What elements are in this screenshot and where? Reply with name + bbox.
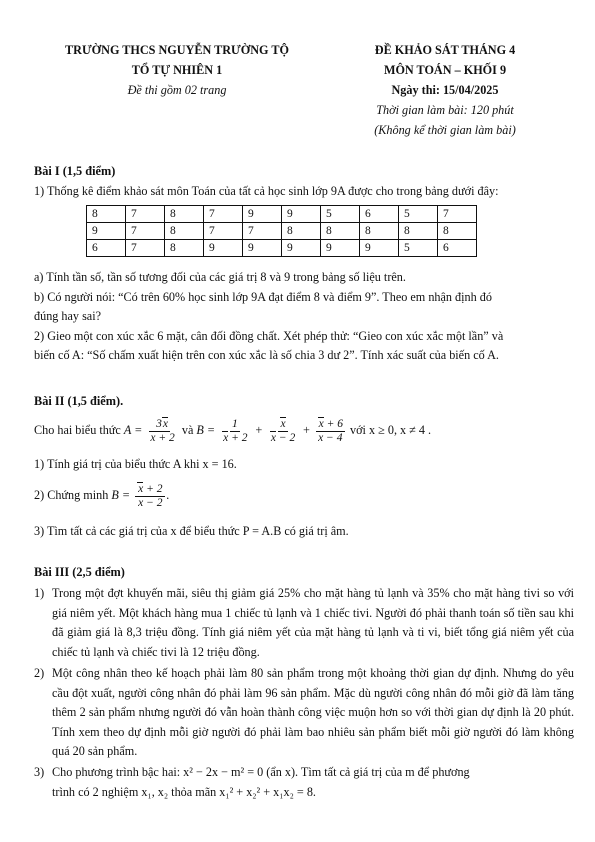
score-cell: 8: [360, 223, 399, 240]
score-cell: 7: [204, 223, 243, 240]
score-cell: 8: [165, 206, 204, 223]
score-cell: 7: [243, 223, 282, 240]
score-cell: 8: [399, 223, 438, 240]
score-cell: 5: [399, 240, 438, 257]
exam-date: Ngày thi: 15/04/2025: [391, 83, 499, 97]
score-cell: 7: [126, 240, 165, 257]
section-2-q3: 3) Tìm tất cả các giá trị của x để biểu thức P = A.B có giá trị âm.: [34, 524, 349, 538]
exam-title: ĐỀ KHẢO SÁT THÁNG 4: [374, 43, 516, 57]
section-1-qa: a) Tính tần số, tần số tương đối của các giá trị 8 và 9 trong bảng số liệu trên.: [34, 270, 406, 284]
score-cell: 6: [438, 240, 477, 257]
score-cell: 5: [399, 206, 438, 223]
subject: MÔN TOÁN – KHỐI 9: [383, 63, 507, 77]
score-cell: 9: [321, 240, 360, 257]
section-1-q2-line2: biến cố A: “Số chấm xuất hiện trên con xúc xắc là số chia 3 dư 2”. Tính xác suất của biến cố A.: [34, 348, 499, 362]
intro-and: và: [181, 423, 194, 437]
p1-number: 1): [34, 586, 45, 600]
score-cell: 8: [165, 240, 204, 257]
score-cell: 7: [204, 206, 243, 223]
section-3-p1: [34, 584, 574, 662]
p2-text: Một công nhân theo kế hoạch phải làm 80 sản phẩm trong một khoảng thời gian dự định. Nhưng do yêu cầu đột xuất, người công nhân đó phải làm 96 sản phẩm. Mặc dù người công nhân đó mỗi giờ đã làm tăng thêm 2 sản phẩm nhưng người đó vẫn hoàn thành công việc muộn hơn so với thời gian dự định là 20 phút. Tính xem theo dự định mỗi giờ người đó phải làm bao nhiêu sản phẩm biết mỗi giờ người đó làm không quá 20 sản phẩm.: [52, 666, 574, 758]
score-cell: 8: [165, 223, 204, 240]
score-cell: 9: [243, 206, 282, 223]
score-row: [87, 240, 477, 257]
section-1-q1: 1) Thống kê điểm khảo sát môn Toán của tất cả học sinh lớp 9A được cho trong bảng dưới đây:: [34, 184, 499, 198]
expr-a: A = $\frac{3x}{x + 2}$: [123, 417, 175, 444]
p1-text: Trong một đợt khuyến mãi, siêu thị giảm giá 25% cho mặt hàng tủ lạnh và 35% cho mặt hàng tivi so với giá niêm yết. Một khách hàng mua 1 chiếc tủ lạnh và 1 chiếc tivi. Người đó phải thanh toán số tiền sau khi đã giảm giá là 8,3 triệu đồng. Tính giá niêm yết của mặt hàng tủ lạnh và ti vi, biết tổng giá niêm yết của chiếc tủ lạnh và chiếc tivi là 12 triệu đồng.: [52, 586, 574, 659]
score-cell: 9: [204, 240, 243, 257]
section-2-title: Bài II (1,5 điểm).: [34, 394, 124, 408]
score-cell: 9: [360, 240, 399, 257]
score-cell: 8: [438, 223, 477, 240]
score-cell: 8: [321, 223, 360, 240]
duration: Thời gian làm bài: 120 phút: [376, 103, 514, 117]
p3-line2: trình có 2 nghiệm x₁, x₂ thỏa mãn x₁² + x₂² + x₁x₂ = 8.: [52, 784, 316, 799]
section-3-title: Bài III (2,5 điểm): [34, 565, 125, 579]
score-cell: 9: [87, 223, 126, 240]
score-cell: 8: [87, 206, 126, 223]
p3-text: [52, 763, 574, 802]
department: TỔ TỰ NHIÊN 1: [131, 63, 223, 77]
score-row: [87, 206, 477, 223]
score-cell: 9: [282, 206, 321, 223]
score-cell: 9: [282, 240, 321, 257]
section-2-intro: [34, 415, 574, 445]
score-cell: 7: [126, 206, 165, 223]
school-name: TRƯỜNG THCS NGUYỄN TRƯỜNG TỘ: [65, 43, 289, 57]
score-cell: 6: [360, 206, 399, 223]
q2-label: 2) Chứng minh: [34, 488, 109, 502]
header-left: [52, 40, 302, 100]
score-cell: 9: [243, 240, 282, 257]
pages-note: Đề thi gồm 02 trang: [127, 83, 227, 97]
section-2-q1: 1) Tính giá trị của biểu thức A khi x = 16.: [34, 457, 237, 471]
expr-b-proof: B = $\frac{x + 2}{x - 2}$ .: [111, 482, 170, 509]
section-1-qb-line2: đúng hay sai?: [34, 309, 102, 323]
score-table: [86, 205, 477, 257]
expr-b: B = $\frac{1}{x + 2}$ + $\frac{x}{x - 2}$ + $\frac{x + 6}{x - 4}$: [196, 417, 343, 444]
section-2-q2: [34, 480, 574, 510]
p3-line1: Cho phương trình bậc hai: x² − 2x − m² = 0 (ẩn x). Tìm tất cả giá trị của m để phương: [52, 765, 470, 779]
intro-cond: với x ≥ 0, x ≠ 4 .: [350, 423, 432, 437]
header-right: [330, 40, 560, 140]
section-1-title: Bài I (1,5 điểm): [34, 164, 116, 178]
score-cell: 5: [321, 206, 360, 223]
section-3-p2: [34, 664, 574, 762]
score-cell: 7: [438, 206, 477, 223]
p3-number: 3): [34, 765, 45, 779]
intro-pre: Cho hai biểu thức: [34, 423, 121, 437]
section-1-qb-line1: b) Có người nói: “Có trên 60% học sinh lớp 9A đạt điểm 8 và điểm 9”. Theo em nhận định đó: [34, 290, 492, 304]
section-1-q2-line1: 2) Gieo một con xúc xắc 6 mặt, cân đối đồng chất. Xét phép thử: “Gieo con xúc xắc một lần” và: [34, 329, 504, 343]
section-3-p3: [34, 763, 574, 802]
score-cell: 8: [282, 223, 321, 240]
p2-number: 2): [34, 666, 45, 680]
score-row: [87, 223, 477, 240]
score-cell: 7: [126, 223, 165, 240]
score-cell: 6: [87, 240, 126, 257]
duration-note: (Không kể thời gian làm bài): [374, 123, 516, 137]
